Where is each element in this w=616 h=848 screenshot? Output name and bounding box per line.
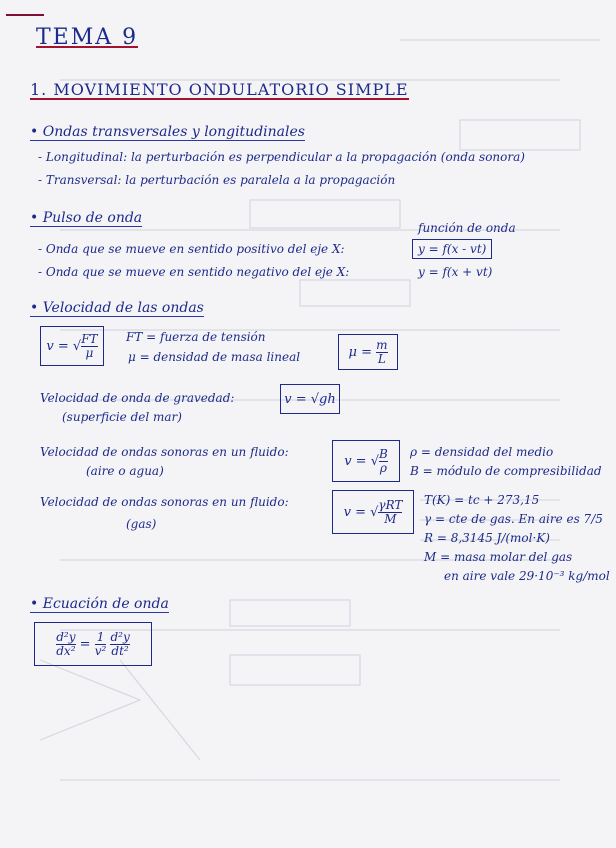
lhs-den: dx² bbox=[56, 643, 76, 658]
text-gas-sub: (gas) bbox=[126, 517, 157, 531]
text-gravedad: Velocidad de onda de gravedad: bbox=[40, 391, 235, 405]
page-title: TEMA 9 bbox=[36, 25, 139, 50]
eq-mu bbox=[338, 334, 398, 370]
heading-ondas: • Ondas transversales y longitudinales bbox=[30, 124, 305, 140]
line-transversal: - Transversal: la perturbación es paralela a la propagación bbox=[38, 173, 396, 187]
gas-num: γRT bbox=[378, 497, 403, 512]
mid-num: 1 bbox=[96, 629, 105, 644]
mu-eq-lhs: μ = bbox=[348, 344, 372, 360]
heading-pulso: • Pulso de onda bbox=[30, 210, 143, 226]
rhs-num: d²y bbox=[110, 629, 130, 644]
fluido-num: B bbox=[378, 446, 388, 461]
frac-m-l bbox=[376, 339, 387, 366]
line-longitudinal: - Longitudinal: la perturbación es perpendicular a la propagación (onda sonora) bbox=[38, 150, 525, 164]
def-r: R = 8,3145 J/(mol·K) bbox=[424, 531, 550, 545]
def-m-aire: en aire vale 29·10⁻³ kg/mol bbox=[444, 569, 610, 583]
heading-ecuacion: • Ecuación de onda bbox=[30, 596, 169, 612]
lhs-num: d²y bbox=[56, 629, 76, 644]
mu-eq-num: m bbox=[376, 337, 388, 352]
def-gamma: γ = cte de gas. En aire es 7/5 bbox=[424, 512, 603, 526]
def-b: B = módulo de compresibilidad bbox=[410, 464, 602, 478]
eq-pulso-positivo: y = f(x - vt) bbox=[412, 239, 492, 259]
line-pulso-positivo: - Onda que se mueve en sentido positivo del eje X: bbox=[38, 242, 345, 256]
eq-onda bbox=[34, 622, 152, 666]
heading-ondas-text: Ondas transversales y longitudinales bbox=[42, 124, 305, 140]
text-fluido: Velocidad de ondas sonoras en un fluido: bbox=[40, 445, 289, 459]
def-mu: μ = densidad de masa lineal bbox=[128, 350, 301, 364]
eq-fluido: v = √ $\frac{B}{\rho}$ bbox=[332, 440, 400, 482]
ft-num: FT bbox=[81, 331, 98, 346]
mu-den: μ bbox=[85, 345, 94, 360]
text-gas: Velocidad de ondas sonoras en un fluido: bbox=[40, 495, 289, 509]
fluido-den: ρ bbox=[379, 460, 387, 475]
rhs-den: dt² bbox=[111, 643, 129, 658]
eq-velocidad-cuerda: v = √ $\frac{FT}{\mu}$ bbox=[40, 326, 104, 366]
frac-b-rho bbox=[379, 448, 388, 475]
heading-ecuacion-text: Ecuación de onda bbox=[42, 596, 169, 612]
def-m: M = masa molar del gas bbox=[424, 550, 573, 564]
def-ft: FT = fuerza de tensión bbox=[126, 330, 266, 344]
v-lhs: v = bbox=[46, 338, 69, 354]
mid-den: v² bbox=[94, 643, 107, 658]
heading-velocidad-text: Velocidad de las ondas bbox=[42, 300, 204, 316]
eq-sign: = bbox=[79, 636, 91, 652]
frac-d2y-dx2 bbox=[56, 631, 75, 658]
funcion-onda-label: función de onda bbox=[418, 221, 516, 235]
text-fluido-sub: (aire o agua) bbox=[86, 464, 164, 478]
frac-rt-m bbox=[378, 499, 402, 526]
heading-velocidad: • Velocidad de las ondas bbox=[30, 300, 204, 316]
eq-pulso-negativo: y = f(x + vt) bbox=[418, 265, 493, 279]
eq-gravedad: v = √gh bbox=[280, 384, 340, 414]
eq-gas: v = √ $\frac{\text{γRT}}{M}$ bbox=[332, 490, 414, 534]
def-rho: ρ = densidad del medio bbox=[410, 445, 554, 459]
frac-ft-mu bbox=[81, 333, 97, 360]
heading-pulso-text: Pulso de onda bbox=[42, 210, 143, 226]
section-heading: 1. MOVIMIENTO ONDULATORIO SIMPLE bbox=[30, 80, 409, 99]
line-pulso-negativo: - Onda que se mueve en sentido negativo del eje X: bbox=[38, 265, 350, 279]
text-gravedad-sub: (superficie del mar) bbox=[62, 410, 182, 424]
corner-mark bbox=[6, 14, 44, 16]
frac-d2y-dt2 bbox=[110, 631, 129, 658]
def-t: T(K) = tc + 273,15 bbox=[424, 493, 540, 507]
frac-1-v2 bbox=[95, 631, 107, 658]
gas-den: M bbox=[384, 511, 397, 526]
mu-eq-den: L bbox=[377, 351, 386, 366]
